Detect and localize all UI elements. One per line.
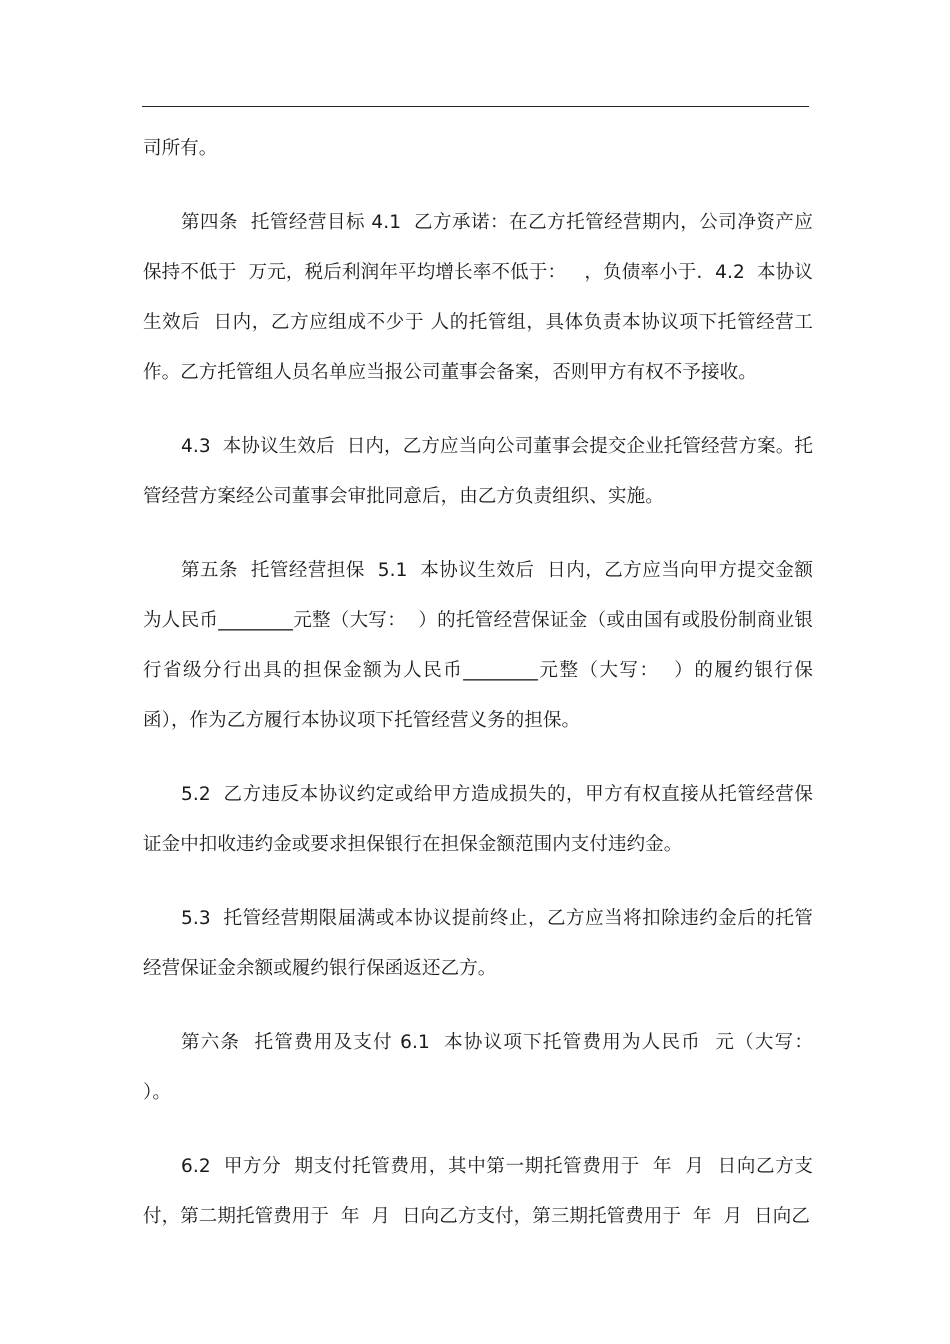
paragraph-continuation: 司所有。 bbox=[143, 138, 218, 159]
paragraph-clause-6-2: 6.2 甲方分 期支付托管费用，其中第一期托管费用于 年 月 日向乙方支付，第二期托管费用于 年 月 日向乙方支付，第三期托管费用于 年 月 日向乙 bbox=[143, 1156, 813, 1227]
paragraph-clause-4-3: 4.3 本协议生效后 日内，乙方应当向公司董事会提交企业托管经营方案。托管经营方案经公司董事会审批同意后，由乙方负责组织、实施。 bbox=[143, 436, 813, 507]
header-rule bbox=[142, 106, 809, 107]
paragraph-article-5: 第五条 托管经营担保 5.1 本协议生效后 日内，乙方应当向甲方提交金额为人民币________元整（大写： ）的托管经营保证金（或由国有或股份制商业银行省级分行出具的担保金额为人民币________元整（大写： ）的履约银行保函），作为乙方履行本协议项下托管经营义务的担保。 bbox=[143, 560, 813, 731]
document-body bbox=[143, 124, 825, 1242]
paragraph-clause-5-2: 5.2 乙方违反本协议约定或给甲方造成损失的，甲方有权直接从托管经营保证金中扣收违约金或要求担保银行在担保金额范围内支付违约金。 bbox=[143, 784, 813, 855]
paragraph-article-6: 第六条 托管费用及支付 6.1 本协议项下托管费用为人民币 元（大写： ）。 bbox=[143, 1032, 825, 1103]
paragraph-article-4: 第四条 托管经营目标 4.1 乙方承诺：在乙方托管经营期内，公司净资产应保持不低于 万元，税后利润年平均增长率不低于： ，负债率小于．4.2 本协议生效后 日内，乙方应组成不少于 人的托管组，具体负责本协议项下托管经营工作。乙方托管组人员名单应当报公司董事会备案，否则甲方有权不予接收。 bbox=[143, 212, 813, 383]
paragraph-clause-5-3: 5.3 托管经营期限届满或本协议提前终止，乙方应当将扣除违约金后的托管经营保证金余额或履约银行保函返还乙方。 bbox=[143, 908, 813, 979]
